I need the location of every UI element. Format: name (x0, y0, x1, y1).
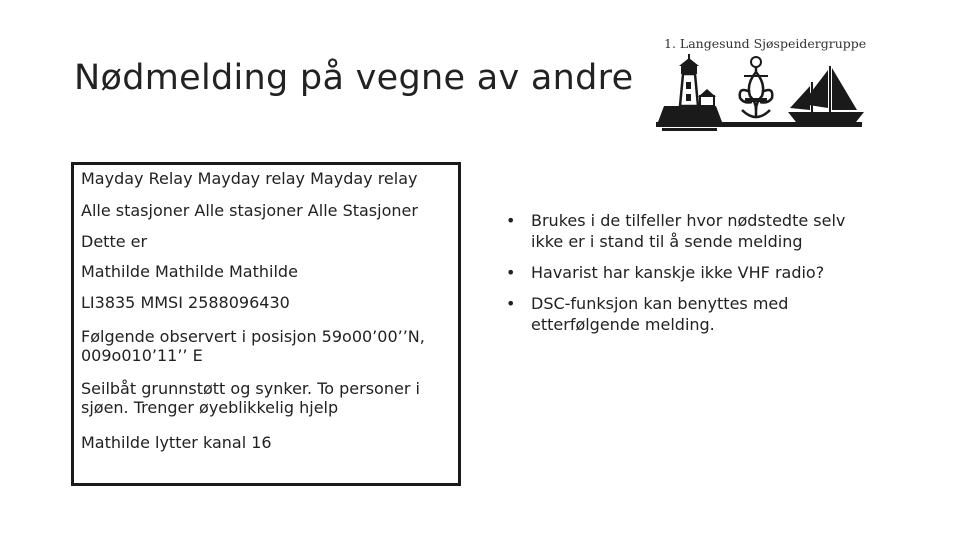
mayday-relay-message-box (71, 162, 461, 486)
message-line: Følgende observert i posisjon 59o00’00’’N, 009o010’11’’ E (81, 327, 425, 365)
bullet-list (504, 210, 864, 345)
bullet-text: DSC-funksjon kan benyttes med etterfølgende melding. (531, 294, 789, 334)
message-line: Alle stasjoner Alle stasjoner Alle Stasjoner (81, 201, 418, 220)
message-line: LI3835 MMSI 2588096430 (81, 293, 290, 312)
lighthouse-scout-sailboat-icon (652, 52, 867, 136)
message-line: Mathilde lytter kanal 16 (81, 433, 272, 452)
bullet-item (504, 210, 864, 252)
bullet-item (504, 262, 864, 283)
slide-title: Nødmelding på vegne av andre (74, 58, 634, 98)
logo-caption: 1. Langesund Sjøspeidergruppe (664, 36, 867, 51)
message-line: Mayday Relay Mayday relay Mayday relay (81, 169, 418, 188)
message-line: Seilbåt grunnstøtt og synker. To personer i sjøen. Trenger øyeblikkelig hjelp (81, 379, 420, 417)
bullet-marker: • (506, 294, 516, 313)
group-logo (652, 36, 867, 136)
bullet-marker: • (506, 211, 516, 230)
bullet-text: Havarist har kanskje ikke VHF radio? (531, 263, 825, 282)
bullet-item (504, 293, 864, 335)
message-line: Dette er (81, 232, 148, 251)
bullet-text: Brukes i de tilfeller hvor nødstedte selv ikke er i stand til å sende melding (531, 211, 846, 251)
bullet-marker: • (506, 263, 516, 282)
message-line: Mathilde Mathilde Mathilde (81, 262, 298, 281)
